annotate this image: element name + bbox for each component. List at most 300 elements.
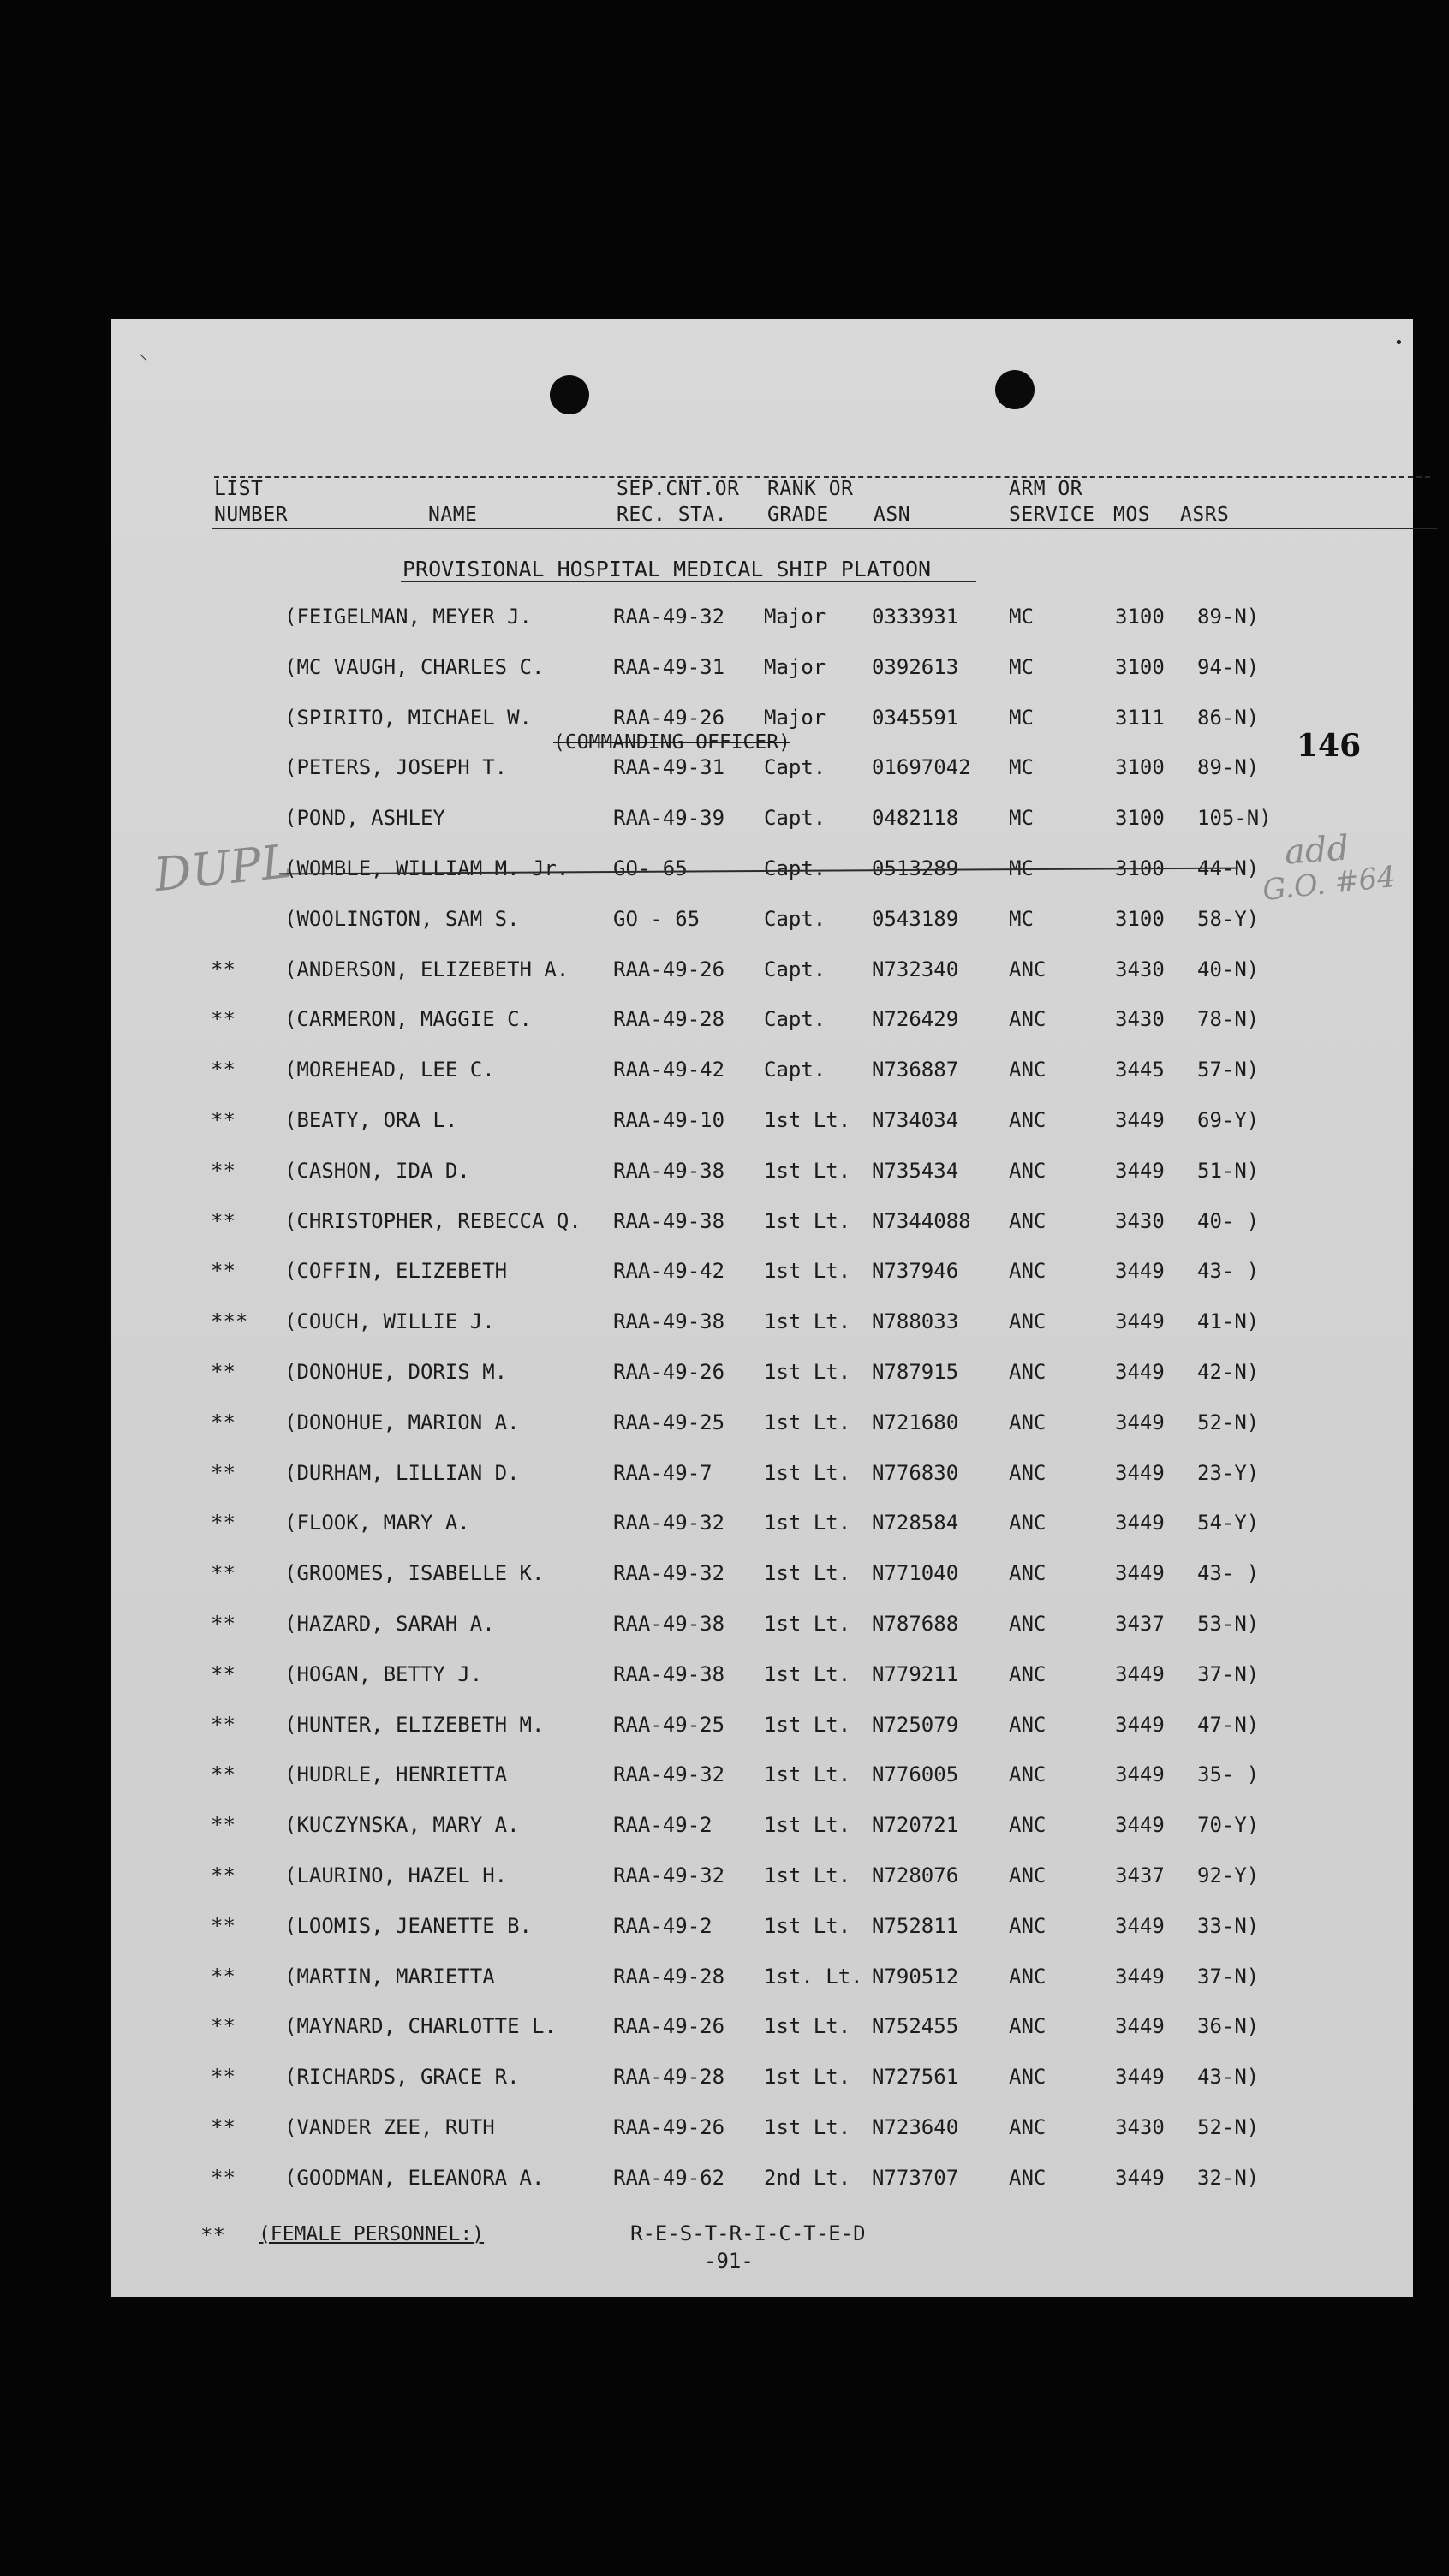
row-asn: N7344088 — [872, 1208, 971, 1233]
row-name: (VANDER ZEE, RUTH — [284, 2115, 495, 2139]
row-mark: ** — [211, 1762, 236, 1787]
row-name: (CHRISTOPHER, REBECCA Q. — [284, 1208, 581, 1233]
row-rank: 1st Lt. — [764, 2065, 851, 2090]
row-rank: Major — [764, 605, 826, 629]
header-mos: MOS — [1113, 504, 1151, 526]
row-name: (HAZARD, SARAH A. — [284, 1612, 495, 1636]
row-mark: ** — [211, 1712, 236, 1737]
row-asn: 0392613 — [872, 654, 959, 679]
row-sep-station: GO - 65 — [613, 906, 701, 931]
row-mark: *** — [211, 1309, 248, 1334]
corner-mark: ⸜ — [139, 343, 147, 363]
row-rank: 1st Lt. — [764, 1511, 851, 1535]
row-rank: Capt. — [764, 957, 826, 981]
row-mark: ** — [211, 2014, 236, 2039]
row-asrs: 40- ) — [1197, 1208, 1260, 1233]
row-arm-service: ANC — [1009, 1913, 1046, 1938]
table-row — [111, 2065, 1396, 2099]
handwritten-go: G.O. #64 — [1261, 859, 1398, 909]
row-asn: N737946 — [872, 1259, 959, 1284]
table-row — [111, 806, 1396, 840]
row-name: (DONOHUE, DORIS M. — [284, 1360, 508, 1384]
row-asrs: 43- ) — [1197, 1259, 1260, 1284]
row-rank: Capt. — [764, 1007, 826, 1032]
row-asrs: 37-N) — [1197, 1661, 1260, 1686]
row-asn: N788033 — [872, 1309, 959, 1334]
row-mark: ** — [211, 1208, 236, 1233]
header-sep: SEP.CNT.OR — [617, 478, 740, 500]
row-rank: 1st. Lt. — [764, 1964, 863, 1989]
row-asn: N734034 — [872, 1108, 959, 1132]
row-asrs: 86-N) — [1197, 705, 1260, 730]
table-row — [111, 1410, 1396, 1445]
row-name: (GROOMES, ISABELLE K. — [284, 1561, 545, 1586]
row-mos: 3449 — [1115, 1259, 1165, 1284]
row-mos: 3449 — [1115, 1913, 1165, 1938]
row-rank: 1st Lt. — [764, 1561, 851, 1586]
row-mos: 3437 — [1115, 1863, 1165, 1887]
row-asrs: 43-N) — [1197, 2065, 1260, 2090]
row-name: (ANDERSON, ELIZEBETH A. — [284, 957, 569, 981]
row-mos: 3449 — [1115, 1158, 1165, 1183]
row-sep-station: RAA-49-2 — [613, 1813, 713, 1838]
row-asrs: 37-N) — [1197, 1964, 1260, 1989]
row-name: (COFFIN, ELIZEBETH — [284, 1259, 508, 1284]
row-mos: 3449 — [1115, 1511, 1165, 1535]
row-asrs: 47-N) — [1197, 1712, 1260, 1737]
row-sep-station: RAA-49-7 — [613, 1460, 713, 1485]
row-rank: Major — [764, 654, 826, 679]
row-asn: N776830 — [872, 1460, 959, 1485]
row-mark: ** — [211, 1813, 236, 1838]
row-rank: Capt. — [764, 806, 826, 831]
row-arm-service: MC — [1009, 906, 1034, 931]
row-sep-station: RAA-49-62 — [613, 2165, 725, 2190]
row-mos: 3100 — [1115, 806, 1165, 831]
row-mark: ** — [211, 2165, 236, 2190]
row-name: (MAYNARD, CHARLOTTE L. — [284, 2014, 557, 2039]
row-asrs: 41-N) — [1197, 1309, 1260, 1334]
row-arm-service: ANC — [1009, 2014, 1046, 2039]
row-rank: Capt. — [764, 856, 826, 880]
row-asrs: 42-N) — [1197, 1360, 1260, 1384]
row-mos: 3430 — [1115, 1007, 1165, 1032]
row-sep-station: RAA-49-28 — [613, 2065, 725, 2090]
row-mos: 3449 — [1115, 1762, 1165, 1787]
row-sep-station: RAA-49-42 — [613, 1058, 725, 1082]
row-asrs: 94-N) — [1197, 654, 1260, 679]
row-rank: 1st Lt. — [764, 2115, 851, 2139]
row-mark: ** — [211, 1863, 236, 1887]
row-asrs: 52-N) — [1197, 2115, 1260, 2139]
row-rank: 1st Lt. — [764, 1712, 851, 1737]
row-mos: 3449 — [1115, 1360, 1165, 1384]
row-name: (LOOMIS, JEANETTE B. — [284, 1913, 532, 1938]
row-rank: 2nd Lt. — [764, 2165, 851, 2190]
table-row — [111, 1662, 1396, 1696]
row-name: (DURHAM, LILLIAN D. — [284, 1460, 520, 1485]
row-arm-service: ANC — [1009, 1561, 1046, 1586]
header-sep: REC. STA. — [617, 504, 728, 526]
row-rank: 1st Lt. — [764, 1460, 851, 1485]
row-rank: 1st Lt. — [764, 1410, 851, 1434]
table-row — [111, 2166, 1396, 2200]
row-asn: N727561 — [872, 2065, 959, 2090]
row-arm-service: ANC — [1009, 1762, 1046, 1787]
row-mos: 3100 — [1115, 856, 1165, 880]
row-asn: N752455 — [872, 2014, 959, 2039]
page-stamp: 146 — [1297, 728, 1362, 764]
header-name: NAME — [428, 504, 478, 526]
row-asn: 0513289 — [872, 856, 959, 880]
row-asrs: 51-N) — [1197, 1158, 1260, 1183]
row-name: (FLOOK, MARY A. — [284, 1511, 470, 1535]
row-asn: N779211 — [872, 1661, 959, 1686]
row-asn: N752811 — [872, 1913, 959, 1938]
row-name: (CASHON, IDA D. — [284, 1158, 470, 1183]
row-sep-station: RAA-49-26 — [613, 2115, 725, 2139]
header-rank: RANK OR — [767, 478, 854, 500]
row-rank: Capt. — [764, 1058, 826, 1082]
table-row — [111, 2115, 1396, 2150]
row-name: (MC VAUGH, CHARLES C. — [284, 654, 545, 679]
row-asn: 0543189 — [872, 906, 959, 931]
row-asrs: 53-N) — [1197, 1612, 1260, 1636]
table-row — [111, 1813, 1396, 1847]
row-rank: 1st Lt. — [764, 2014, 851, 2039]
row-arm-service: ANC — [1009, 1158, 1046, 1183]
row-sep-station: RAA-49-38 — [613, 1309, 725, 1334]
row-arm-service: ANC — [1009, 957, 1046, 981]
header-bottom-rule — [212, 528, 1437, 529]
row-asn: N726429 — [872, 1007, 959, 1032]
row-rank: 1st Lt. — [764, 1813, 851, 1838]
table-row — [111, 1360, 1396, 1394]
row-asrs: 43- ) — [1197, 1561, 1260, 1586]
table-row — [111, 1058, 1396, 1092]
row-arm-service: ANC — [1009, 1661, 1046, 1686]
row-arm-service: ANC — [1009, 1612, 1046, 1636]
row-asrs: 58-Y) — [1197, 906, 1260, 931]
row-mos: 3449 — [1115, 1108, 1165, 1132]
row-mark: ** — [211, 1360, 236, 1384]
row-sep-station: RAA-49-38 — [613, 1661, 725, 1686]
row-sep-station: RAA-49-2 — [613, 1913, 713, 1938]
table-row — [111, 957, 1396, 992]
row-mos: 3445 — [1115, 1058, 1165, 1082]
table-row — [111, 1561, 1396, 1595]
row-arm-service: ANC — [1009, 1309, 1046, 1334]
row-sep-station: RAA-49-26 — [613, 957, 725, 981]
row-mos: 3449 — [1115, 1410, 1165, 1434]
row-name: (HUDRLE, HENRIETTA — [284, 1762, 508, 1787]
row-sep-station: RAA-49-32 — [613, 605, 725, 629]
table-row — [111, 856, 1396, 891]
row-sep-station: RAA-49-31 — [613, 755, 725, 780]
row-mark: ** — [211, 2115, 236, 2139]
table-row — [111, 1309, 1396, 1344]
header-arm: SERVICE — [1009, 504, 1095, 526]
row-arm-service: ANC — [1009, 1460, 1046, 1485]
row-name: (CARMERON, MAGGIE C. — [284, 1007, 532, 1032]
row-mos: 3449 — [1115, 2065, 1165, 2090]
row-asn: N787688 — [872, 1612, 959, 1636]
table-row — [111, 1713, 1396, 1747]
row-rank: 1st Lt. — [764, 1661, 851, 1686]
row-mos: 3430 — [1115, 1208, 1165, 1233]
row-arm-service: ANC — [1009, 1360, 1046, 1384]
row-mos: 3449 — [1115, 1661, 1165, 1686]
row-sep-station: RAA-49-25 — [613, 1410, 725, 1434]
row-mark: ** — [211, 1410, 236, 1434]
header-list-number: LIST — [214, 478, 264, 500]
corner-mark: • — [1394, 334, 1404, 352]
footer-note: (FEMALE PERSONNEL:) — [259, 2223, 485, 2245]
row-asn: N721680 — [872, 1410, 959, 1434]
row-mos: 3449 — [1115, 1813, 1165, 1838]
row-sep-station: RAA-49-25 — [613, 1712, 725, 1737]
row-sep-station: RAA-49-32 — [613, 1561, 725, 1586]
row-arm-service: ANC — [1009, 1058, 1046, 1082]
row-mark: ** — [211, 1108, 236, 1132]
row-sep-station: RAA-49-31 — [613, 654, 725, 679]
row-asrs: 92-Y) — [1197, 1863, 1260, 1887]
row-sep-station: RAA-49-26 — [613, 1360, 725, 1384]
row-mos: 3111 — [1115, 705, 1165, 730]
row-asrs: 78-N) — [1197, 1007, 1260, 1032]
table-row — [111, 1209, 1396, 1243]
row-asrs: 33-N) — [1197, 1913, 1260, 1938]
row-mos: 3437 — [1115, 1612, 1165, 1636]
row-mark: ** — [211, 1561, 236, 1586]
row-arm-service: ANC — [1009, 1108, 1046, 1132]
row-mark: ** — [211, 1661, 236, 1686]
row-sep-station: GO- 65 — [613, 856, 688, 880]
table-row — [111, 1159, 1396, 1193]
row-arm-service: ANC — [1009, 1007, 1046, 1032]
row-arm-service: MC — [1009, 605, 1034, 629]
row-asrs: 89-N) — [1197, 605, 1260, 629]
row-name: (MARTIN, MARIETTA — [284, 1964, 495, 1989]
page-number: -91- — [704, 2249, 754, 2273]
row-name: (WOMBLE, WILLIAM M. Jr. — [284, 856, 569, 880]
table-row — [111, 655, 1396, 689]
row-sep-station: RAA-49-28 — [613, 1964, 725, 1989]
row-arm-service: MC — [1009, 856, 1034, 880]
row-mark: ** — [211, 2065, 236, 2090]
row-asrs: 23-Y) — [1197, 1460, 1260, 1485]
row-asrs: 105-N) — [1197, 806, 1272, 831]
punch-hole — [550, 375, 589, 414]
row-asrs: 35- ) — [1197, 1762, 1260, 1787]
row-asn: N735434 — [872, 1158, 959, 1183]
row-arm-service: ANC — [1009, 1964, 1046, 1989]
row-asn: N723640 — [872, 2115, 959, 2139]
punch-hole — [995, 370, 1035, 409]
row-mos: 3449 — [1115, 2014, 1165, 2039]
table-row — [111, 1914, 1396, 1948]
row-sep-station: RAA-49-32 — [613, 1863, 725, 1887]
table-row — [111, 1108, 1396, 1142]
row-mark: ** — [211, 1058, 236, 1082]
table-row — [111, 1612, 1396, 1646]
table-row — [111, 1965, 1396, 1999]
row-sep-station: RAA-49-26 — [613, 705, 725, 730]
row-asn: N728076 — [872, 1863, 959, 1887]
row-name: (SPIRITO, MICHAEL W. — [284, 705, 532, 730]
row-mos: 3100 — [1115, 906, 1165, 931]
row-rank: Capt. — [764, 755, 826, 780]
row-mos: 3430 — [1115, 2115, 1165, 2139]
row-name: (GOODMAN, ELEANORA A. — [284, 2165, 545, 2190]
row-asn: 0333931 — [872, 605, 959, 629]
section-title: PROVISIONAL HOSPITAL MEDICAL SHIP PLATOON — [402, 557, 932, 581]
row-rank: 1st Lt. — [764, 1309, 851, 1334]
row-sep-station: RAA-49-10 — [613, 1108, 725, 1132]
header-list-number: NUMBER — [214, 504, 289, 526]
header-asn: ASN — [874, 504, 911, 526]
row-rank: 1st Lt. — [764, 1259, 851, 1284]
row-arm-service: ANC — [1009, 1410, 1046, 1434]
row-rank: 1st Lt. — [764, 1108, 851, 1132]
row-rank: 1st Lt. — [764, 1612, 851, 1636]
handwritten-add: add — [1283, 828, 1351, 873]
row-mos: 3449 — [1115, 1712, 1165, 1737]
row-asn: N736887 — [872, 1058, 959, 1082]
row-asrs: 69-Y) — [1197, 1108, 1260, 1132]
row-rank: 1st Lt. — [764, 1158, 851, 1183]
row-arm-service: ANC — [1009, 2065, 1046, 2090]
row-sep-station: RAA-49-28 — [613, 1007, 725, 1032]
row-mark: ** — [211, 1158, 236, 1183]
row-mos: 3100 — [1115, 654, 1165, 679]
row-sep-station: RAA-49-32 — [613, 1511, 725, 1535]
row-rank: 1st Lt. — [764, 1360, 851, 1384]
row-mos: 3449 — [1115, 1460, 1165, 1485]
footer-mark: ** — [200, 2223, 225, 2247]
row-asn: N776005 — [872, 1762, 959, 1787]
table-row — [111, 2014, 1396, 2048]
row-mark: ** — [211, 957, 236, 981]
row-mos: 3449 — [1115, 2165, 1165, 2190]
row-arm-service: MC — [1009, 654, 1034, 679]
row-asrs: 57-N) — [1197, 1058, 1260, 1082]
row-asrs: 54-Y) — [1197, 1511, 1260, 1535]
row-asrs: 40-N) — [1197, 957, 1260, 981]
row-rank: Capt. — [764, 906, 826, 931]
row-mark: ** — [211, 1913, 236, 1938]
row-rank: 1st Lt. — [764, 1913, 851, 1938]
row-asrs: 44-N) — [1197, 856, 1260, 880]
row-mos: 3430 — [1115, 957, 1165, 981]
row-sep-station: RAA-49-38 — [613, 1612, 725, 1636]
table-row — [111, 605, 1396, 639]
row-sep-station: RAA-49-42 — [613, 1259, 725, 1284]
table-row — [111, 1259, 1396, 1293]
row-sep-station: RAA-49-32 — [613, 1762, 725, 1787]
row-asn: N787915 — [872, 1360, 959, 1384]
row-arm-service: ANC — [1009, 1259, 1046, 1284]
table-row — [111, 1461, 1396, 1495]
command-note: (COMMANDING OFFICER) — [553, 731, 790, 754]
header-rank: GRADE — [767, 504, 829, 526]
row-asn: 0345591 — [872, 705, 959, 730]
row-name: (WOOLINGTON, SAM S. — [284, 906, 520, 931]
header-asrs: ASRS — [1180, 504, 1230, 526]
row-mark: ** — [211, 1964, 236, 1989]
table-row — [111, 907, 1396, 941]
row-sep-station: RAA-49-38 — [613, 1158, 725, 1183]
row-asn: N790512 — [872, 1964, 959, 1989]
row-asrs: 36-N) — [1197, 2014, 1260, 2039]
row-mos: 3100 — [1115, 755, 1165, 780]
row-asn: N773707 — [872, 2165, 959, 2190]
row-arm-service: ANC — [1009, 2165, 1046, 2190]
row-name: (MOREHEAD, LEE C. — [284, 1058, 495, 1082]
row-asrs: 89-N) — [1197, 755, 1260, 780]
row-mos: 3449 — [1115, 1561, 1165, 1586]
row-asn: N725079 — [872, 1712, 959, 1737]
row-asn: N732340 — [872, 957, 959, 981]
row-arm-service: ANC — [1009, 1208, 1046, 1233]
row-mark: ** — [211, 1612, 236, 1636]
row-sep-station: RAA-49-26 — [613, 2014, 725, 2039]
row-mos: 3100 — [1115, 605, 1165, 629]
row-name: (BEATY, ORA L. — [284, 1108, 458, 1132]
row-name: (COUCH, WILLIE J. — [284, 1309, 495, 1334]
row-name: (HOGAN, BETTY J. — [284, 1661, 483, 1686]
row-asn: N771040 — [872, 1561, 959, 1586]
row-name: (POND, ASHLEY — [284, 806, 445, 831]
row-arm-service: MC — [1009, 806, 1034, 831]
row-asrs: 70-Y) — [1197, 1813, 1260, 1838]
table-row — [111, 755, 1396, 790]
table-row — [111, 1863, 1396, 1898]
row-rank: 1st Lt. — [764, 1208, 851, 1233]
row-mos: 3449 — [1115, 1309, 1165, 1334]
row-arm-service: MC — [1009, 755, 1034, 780]
row-mark: ** — [211, 1511, 236, 1535]
row-rank: 1st Lt. — [764, 1762, 851, 1787]
row-rank: 1st Lt. — [764, 1863, 851, 1887]
row-asn: 01697042 — [872, 755, 971, 780]
table-row — [111, 1007, 1396, 1041]
row-name: (KUCZYNSKA, MARY A. — [284, 1813, 520, 1838]
row-asrs: 52-N) — [1197, 1410, 1260, 1434]
document-page — [111, 319, 1413, 2297]
header-arm: ARM OR — [1009, 478, 1083, 500]
row-name: (LAURINO, HAZEL H. — [284, 1863, 508, 1887]
row-name: (HUNTER, ELIZEBETH M. — [284, 1712, 545, 1737]
row-arm-service: ANC — [1009, 1813, 1046, 1838]
row-asn: N728584 — [872, 1511, 959, 1535]
restricted-label: R-E-S-T-R-I-C-T-E-D — [630, 2221, 866, 2245]
row-mark: ** — [211, 1007, 236, 1032]
row-asn: 0482118 — [872, 806, 959, 831]
row-mark: ** — [211, 1460, 236, 1485]
row-sep-station: RAA-49-39 — [613, 806, 725, 831]
row-mos: 3449 — [1115, 1964, 1165, 1989]
table-row — [111, 706, 1396, 740]
row-arm-service: MC — [1009, 705, 1034, 730]
section-title-underline — [401, 581, 976, 582]
table-row — [111, 1762, 1396, 1797]
row-name: (RICHARDS, GRACE R. — [284, 2065, 520, 2090]
row-name: (DONOHUE, MARION A. — [284, 1410, 520, 1434]
table-row — [111, 1511, 1396, 1545]
row-sep-station: RAA-49-38 — [613, 1208, 725, 1233]
row-arm-service: ANC — [1009, 2115, 1046, 2139]
